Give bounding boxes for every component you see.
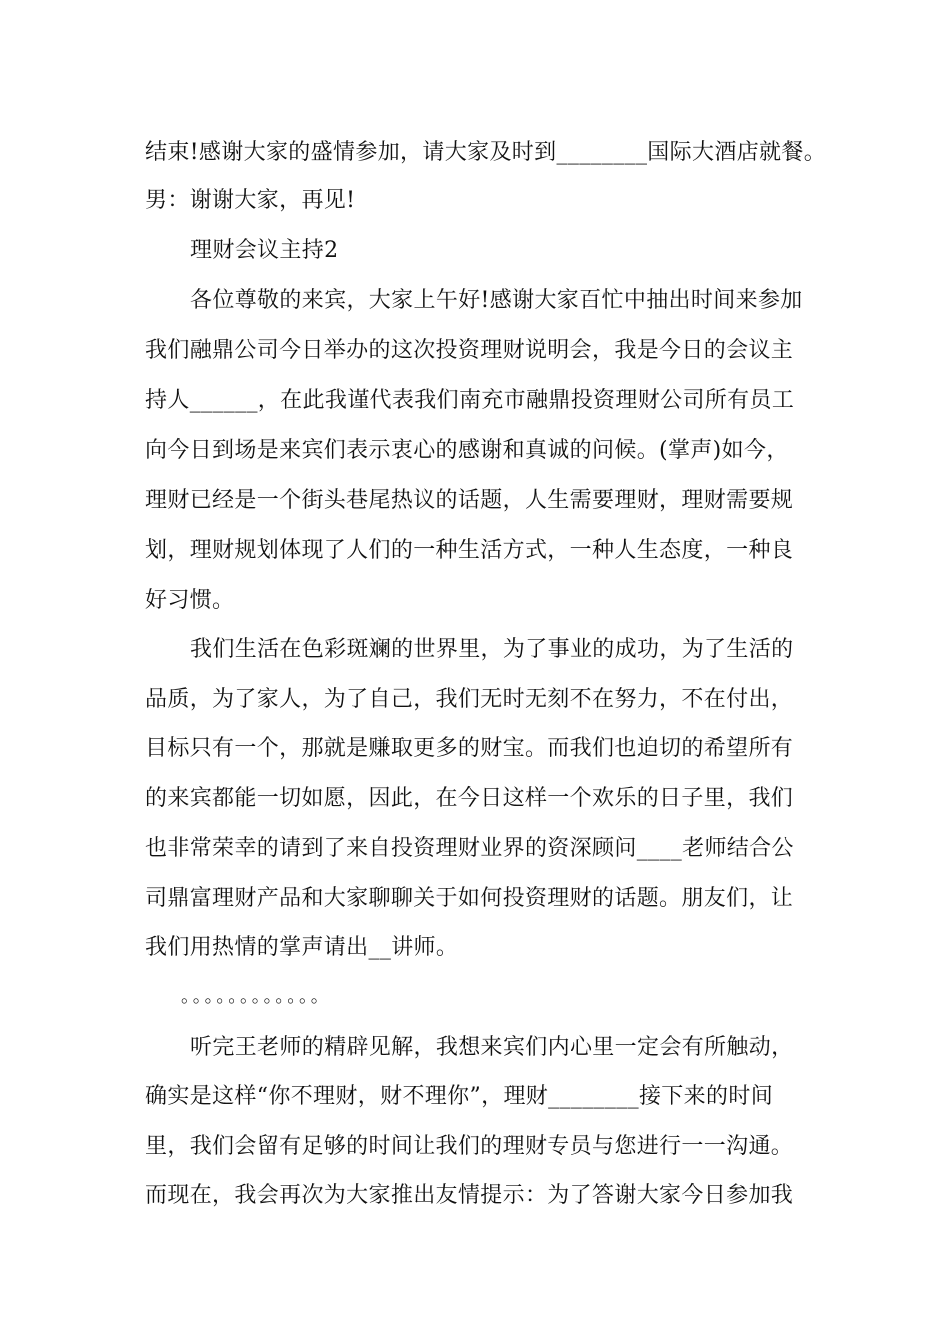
- text-line: 司鼎富理财产品和大家聊聊关于如何投资理财的话题。朋友们，让: [145, 886, 794, 911]
- text-line: 各位尊敬的来宾，大家上午好!感谢大家百忙中抽出时间来参加: [190, 288, 803, 313]
- text-line: 结束!感谢大家的盛情参加，请大家及时到________国际大酒店就餐。: [145, 140, 827, 165]
- text-line: 目标只有一个，那就是赚取更多的财宝。而我们也迫切的希望所有: [145, 736, 794, 761]
- text-line: 持人______，在此我谨代表我们南充市融鼎投资理财公司所有员工: [145, 388, 795, 413]
- text-line: 也非常荣幸的请到了来自投资理财业界的资深顾问____老师结合公: [145, 836, 794, 861]
- text-line: 而现在，我会再次为大家推出友情提示：为了答谢大家今日参加我: [145, 1183, 794, 1208]
- text-line: 听完王老师的精辟见解，我想来宾们内心里一定会有所触动，: [190, 1035, 794, 1060]
- text-line: 品质，为了家人，为了自己，我们无时无刻不在努力，不在付出，: [145, 687, 794, 712]
- text-line: 的来宾都能一切如愿，因此，在今日这样一个欢乐的日子里，我们: [145, 786, 794, 811]
- text-line: 我们用热情的掌声请出__讲师。: [145, 935, 459, 960]
- text-line: 向今日到场是来宾们表示衷心的感谢和真诚的问候。(掌声)如今，: [145, 438, 789, 463]
- text-line: 确实是这样“你不理财，财不理你”，理财________接下来的时间: [145, 1084, 774, 1109]
- text-line: 男：谢谢大家，再见!: [145, 188, 356, 213]
- text-line: 我们融鼎公司今日举办的这次投资理财说明会，我是今日的会议主: [145, 338, 794, 363]
- text-line: 好习惯。: [145, 588, 235, 613]
- text-line: 划，理财规划体现了人们的一种生活方式，一种人生态度，一种良: [145, 538, 794, 563]
- section-heading: 理财会议主持2: [190, 238, 339, 263]
- text-line: 里，我们会留有足够的时间让我们的理财专员与您进行一一沟通。: [145, 1134, 794, 1159]
- ellipsis-separator: 。。。。。。。。。。。。: [181, 986, 332, 1007]
- text-line: 理财已经是一个街头巷尾热议的话题，人生需要理财，理财需要规: [145, 488, 794, 513]
- text-line: 我们生活在色彩斑斓的世界里，为了事业的成功，为了生活的: [190, 637, 794, 662]
